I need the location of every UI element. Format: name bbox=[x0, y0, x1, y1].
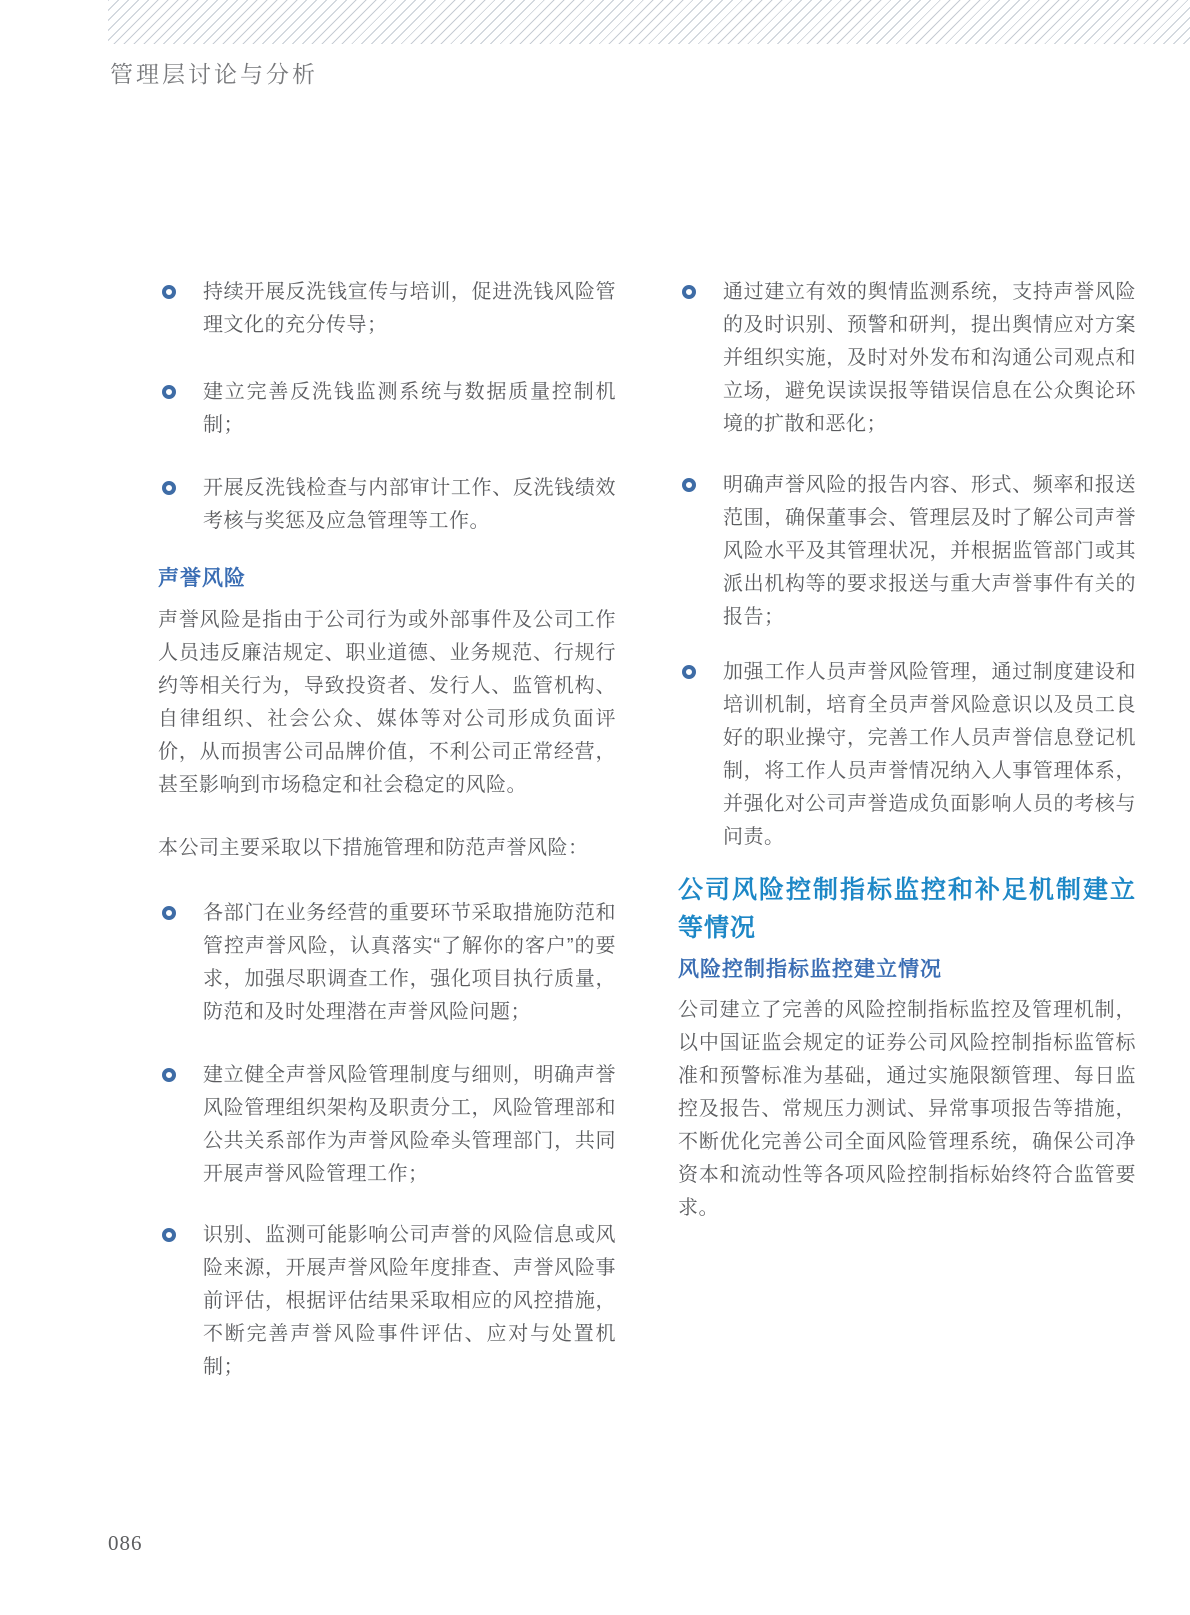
bullet-ring-icon bbox=[162, 481, 176, 495]
right-column bbox=[678, 276, 1136, 1384]
subsection-heading: 风险控制指标监控建立情况 bbox=[678, 958, 942, 981]
list-item bbox=[158, 276, 616, 342]
list-item bbox=[158, 376, 616, 442]
measures-intro: 本公司主要采取以下措施管理和防范声誉风险： bbox=[158, 837, 589, 859]
bullet-text: 通过建立有效的舆情监测系统，支持声誉风险的及时识别、预警和研判，提出舆情应对方案并组织实施，及时对外发布和沟通公司观点和立场，避免误读误报等错误信息在公众舆论环境的扩散和恶化； bbox=[723, 281, 1136, 435]
bullet-ring-icon bbox=[682, 478, 696, 492]
page-header-title: 管理层讨论与分析 bbox=[110, 62, 318, 87]
bullet-ring-icon bbox=[162, 1068, 176, 1082]
list-item bbox=[158, 897, 616, 1029]
reputation-risk-definition: 声誉风险是指由于公司行为或外部事件及公司工作人员违反廉洁规定、职业道德、业务规范、行规行约等相关行为，导致投资者、发行人、监管机构、自律组织、社会公众、媒体等对公司形成负面评价，从而损害公司品牌价值，不利公司正常经营，甚至影响到市场稳定和社会稳定的风险。 bbox=[158, 609, 616, 796]
section-heading: 公司风险控制指标监控和补足机制建立等情况 bbox=[678, 876, 1136, 942]
bullet-ring-icon bbox=[682, 665, 696, 679]
bullet-text: 建立完善反洗钱监测系统与数据质量控制机制； bbox=[203, 381, 616, 436]
bullet-text: 建立健全声誉风险管理制度与细则，明确声誉风险管理组织架构及职责分工，风险管理部和公共关系部作为声誉风险牵头管理部门，共同开展声誉风险管理工作； bbox=[203, 1064, 616, 1185]
left-column bbox=[158, 276, 616, 1384]
section-paragraph: 公司建立了完善的风险控制指标监控及管理机制，以中国证监会规定的证券公司风险控制指标监管标准和预警标准为基础，通过实施限额管理、每日监控及报告、常规压力测试、异常事项报告等措施，不断优化完善公司全面风险管理系统，确保公司净资本和流动性等各项风险控制指标始终符合监管要求。 bbox=[678, 999, 1136, 1219]
list-item bbox=[678, 276, 1136, 441]
bullet-ring-icon bbox=[162, 285, 176, 299]
hatch-pattern-band bbox=[108, 0, 1190, 44]
list-item bbox=[678, 469, 1136, 634]
bullet-ring-icon bbox=[162, 906, 176, 920]
bullet-ring-icon bbox=[162, 1228, 176, 1242]
list-item bbox=[158, 1219, 616, 1384]
reputation-risk-heading: 声誉风险 bbox=[158, 567, 246, 590]
bullet-text: 开展反洗钱检查与内部审计工作、反洗钱绩效考核与奖惩及应急管理等工作。 bbox=[203, 477, 616, 532]
bullet-text: 加强工作人员声誉风险管理，通过制度建设和培训机制，培育全员声誉风险意识以及员工良好的职业操守，完善工作人员声誉信息登记机制，将工作人员声誉情况纳入人事管理体系，并强化对公司声誉造成负面影响人员的考核与问责。 bbox=[723, 661, 1136, 848]
bullet-text: 各部门在业务经营的重要环节采取措施防范和管控声誉风险，认真落实“了解你的客户”的要求，加强尽职调查工作，强化项目执行质量，防范和及时处理潜在声誉风险问题； bbox=[203, 902, 616, 1023]
bullet-ring-icon bbox=[162, 385, 176, 399]
list-item bbox=[158, 472, 616, 538]
bullet-ring-icon bbox=[682, 285, 696, 299]
bullet-text: 识别、监测可能影响公司声誉的风险信息或风险来源，开展声誉风险年度排查、声誉风险事前评估，根据评估结果采取相应的风控措施，不断完善声誉风险事件评估、应对与处置机制； bbox=[203, 1224, 616, 1378]
list-item bbox=[158, 1059, 616, 1191]
page-number: 086 bbox=[108, 1531, 143, 1555]
bullet-text: 持续开展反洗钱宣传与培训，促进洗钱风险管理文化的充分传导； bbox=[203, 281, 616, 336]
page-content bbox=[158, 276, 1136, 1384]
bullet-text: 明确声誉风险的报告内容、形式、频率和报送范围，确保董事会、管理层及时了解公司声誉风险水平及其管理状况，并根据监管部门或其派出机构等的要求报送与重大声誉事件有关的报告； bbox=[723, 474, 1136, 628]
list-item bbox=[678, 656, 1136, 854]
